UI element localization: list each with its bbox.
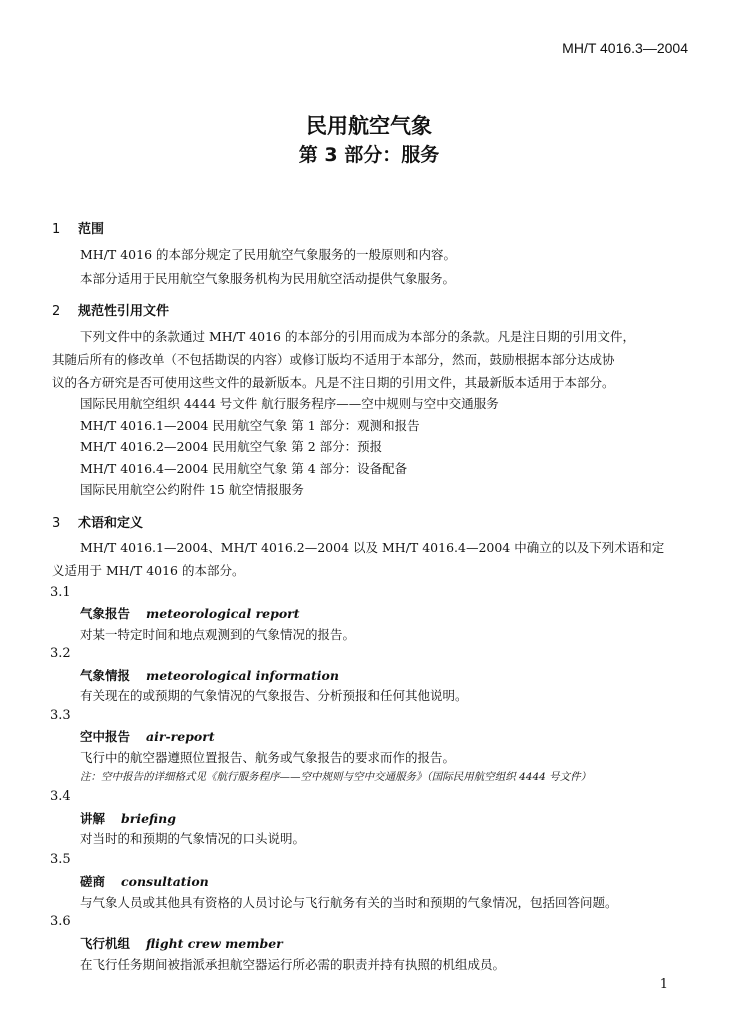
section-number: 2 — [52, 304, 61, 319]
term-chinese: 讲解 — [80, 811, 106, 826]
term-chinese: 磋商 — [80, 874, 106, 889]
term-definition: 飞行中的航空器遵照位置报告、航务或气象报告的要求而作的报告。 — [80, 750, 456, 765]
term-chinese: 气象报告 — [80, 606, 131, 621]
term-entry — [80, 934, 283, 952]
term-note: 注：空中报告的详细格式见《航行服务程序——空中规则与空中交通服务》（国际民用航空组织 4444 号文件） — [80, 771, 592, 783]
term-definition: 在飞行任务期间被指派承担航空器运行所必需的职责并持有执照的机组成员。 — [80, 957, 506, 972]
term-number: 3.6 — [50, 914, 71, 929]
term-definition: 对当时的和预期的气象情况的口头说明。 — [80, 831, 306, 846]
term-number: 3.4 — [50, 789, 71, 804]
term-number: 3.5 — [50, 852, 71, 867]
paragraph-line: 义适用于 MH/T 4016 的本部分。 — [52, 563, 245, 578]
term-definition: 对某一特定时间和地点观测到的气象情况的报告。 — [80, 627, 356, 642]
reference-item: MH/T 4016.4—2004 民用航空气象 第 4 部分：设备配备 — [80, 461, 408, 476]
page-number: 1 — [659, 977, 668, 992]
section-title: 规范性引用文件 — [78, 304, 170, 319]
paragraph-line: 下列文件中的条款通过 MH/T 4016 的本部分的引用而成为本部分的条款。凡是注日期的引用文件， — [80, 329, 635, 344]
paragraph-line: 议的各方研究是否可使用这些文件的最新版本。凡是不注日期的引用文件，其最新版本适用于本部分。 — [52, 375, 615, 390]
term-entry — [80, 666, 339, 684]
term-entry — [80, 604, 300, 622]
section-number: 3 — [52, 516, 61, 531]
reference-item: 国际民用航空公约附件 15 航空情报服务 — [80, 482, 304, 497]
section-heading-terms — [52, 512, 143, 531]
section-title: 术语和定义 — [78, 516, 144, 531]
standard-number-header: MH/T 4016.3—2004 — [562, 40, 688, 56]
section-title: 范围 — [78, 222, 105, 237]
term-number: 3.2 — [50, 646, 71, 661]
term-entry — [80, 872, 209, 890]
reference-item: 国际民用航空组织 4444 号文件 航行服务程序——空中规则与空中交通服务 — [80, 396, 499, 411]
term-definition: 有关现在的或预期的气象情况的气象报告、分析预报和任何其他说明。 — [80, 688, 468, 703]
term-chinese: 空中报告 — [80, 729, 131, 744]
term-english: consultation — [121, 874, 209, 889]
reference-item: MH/T 4016.1—2004 民用航空气象 第 1 部分：观测和报告 — [80, 418, 420, 433]
document-title: 民用航空气象 — [306, 114, 432, 138]
term-english: air-report — [146, 729, 215, 744]
section-heading-references — [52, 300, 169, 319]
term-english: flight crew member — [146, 936, 283, 951]
paragraph: MH/T 4016 的本部分规定了民用航空气象服务的一般原则和内容。 — [80, 247, 457, 262]
paragraph-line: MH/T 4016.1—2004、MH/T 4016.2—2004 以及 MH/T 4016.4—2004 中确立的以及下列术语和定 — [80, 540, 665, 555]
term-number: 3.3 — [50, 708, 71, 723]
term-english: meteorological report — [146, 606, 300, 621]
document-subtitle: 第 3 部分：服务 — [298, 144, 440, 166]
term-english: meteorological information — [146, 668, 339, 683]
term-definition: 与气象人员或其他具有资格的人员讨论与飞行航务有关的当时和预期的气象情况，包括回答问题。 — [80, 895, 618, 910]
term-english: briefing — [121, 811, 176, 826]
reference-item: MH/T 4016.2—2004 民用航空气象 第 2 部分：预报 — [80, 439, 383, 454]
section-heading-scope — [52, 218, 104, 237]
paragraph-line: 其随后所有的修改单（不包括勘误的内容）或修订版均不适用于本部分，然而，鼓励根据本部分达成协 — [52, 352, 615, 367]
term-number: 3.1 — [50, 585, 71, 600]
term-chinese: 飞行机组 — [80, 936, 131, 951]
term-entry — [80, 727, 215, 745]
term-entry — [80, 809, 176, 827]
section-number: 1 — [52, 222, 61, 237]
paragraph: 本部分适用于民用航空气象服务机构为民用航空活动提供气象服务。 — [80, 271, 456, 286]
term-chinese: 气象情报 — [80, 668, 131, 683]
